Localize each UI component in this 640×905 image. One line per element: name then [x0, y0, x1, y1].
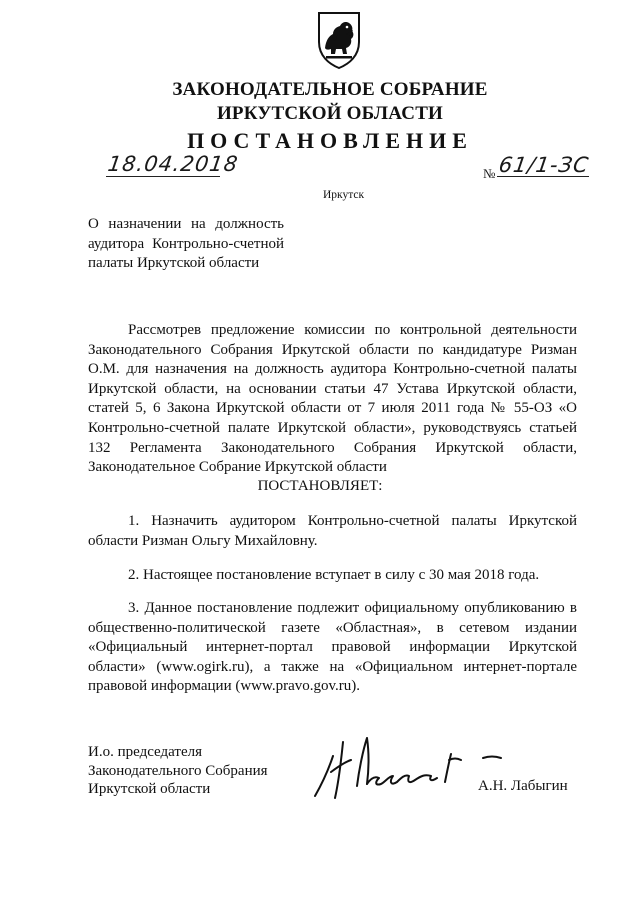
number-label: №	[483, 166, 496, 181]
document-subject: О назначении на должность аудитора Контрольно-счетной палаты Иркутской области	[88, 216, 284, 271]
document-number: 61/1-ЗС	[497, 153, 591, 177]
signatory-title-line3: Иркутской области	[88, 781, 211, 797]
organization-name-line1: ЗАКОНОДАТЕЛЬНОЕ СОБРАНИЕ	[172, 79, 488, 100]
date-underline	[106, 176, 220, 177]
number-underline	[497, 176, 589, 177]
signatory-title	[88, 743, 268, 799]
decree-item-3: 3. Данное постановление подлежит официальному опубликованию в общественно-политической газете «Областная», в сетевом издании «Официальный интернет-портал правовой информации Иркутской области» (www.ogirk.ru), а также на «Официальном интернет-портале правовой информации (www.pravo.gov.ru).	[88, 600, 577, 695]
coat-of-arms-icon	[316, 10, 362, 70]
document-date: 18.04.2018	[106, 152, 240, 176]
decree-item-2: 2. Настоящее постановление вступает в силу с 30 мая 2018 года.	[128, 567, 540, 583]
city: Иркутск	[323, 189, 365, 201]
decree-heading: ПОСТАНОВЛЯЕТ:	[257, 478, 383, 494]
document-type: ПОСТАНОВЛЕНИЕ	[187, 128, 473, 153]
handwritten-signature	[305, 732, 505, 804]
signatory-title-line1: И.о. председателя	[88, 744, 203, 760]
decree-item-1: 1. Назначить аудитором Контрольно-счетной палаты Иркутской области Ризман Ольгу Михайловну.	[88, 513, 577, 549]
signatory-name: А.Н. Лабыгин	[478, 778, 568, 794]
signatory-title-line2: Законодательного Собрания	[88, 762, 268, 779]
organization-name-line2: ИРКУТСКОЙ ОБЛАСТИ	[216, 103, 444, 124]
preamble-paragraph: Рассмотрев предложение комиссии по контрольной деятельности Законодательного Собрания Иркутской области по кандидатуре Ризман О.М. для назначения на должность аудитора Контрольно-счетной палаты Иркутской области, на основании статьи 47 Устава Иркутской области, статей 5, 6 Закона Иркутской области от 7 июля 2011 года № 55-ОЗ «О Контрольно-счетной палате Иркутской области», руководствуясь статьей 132 Регламента Законодательного Собрания Иркутской области, Законодательное Собрание Иркутской области	[88, 322, 577, 476]
